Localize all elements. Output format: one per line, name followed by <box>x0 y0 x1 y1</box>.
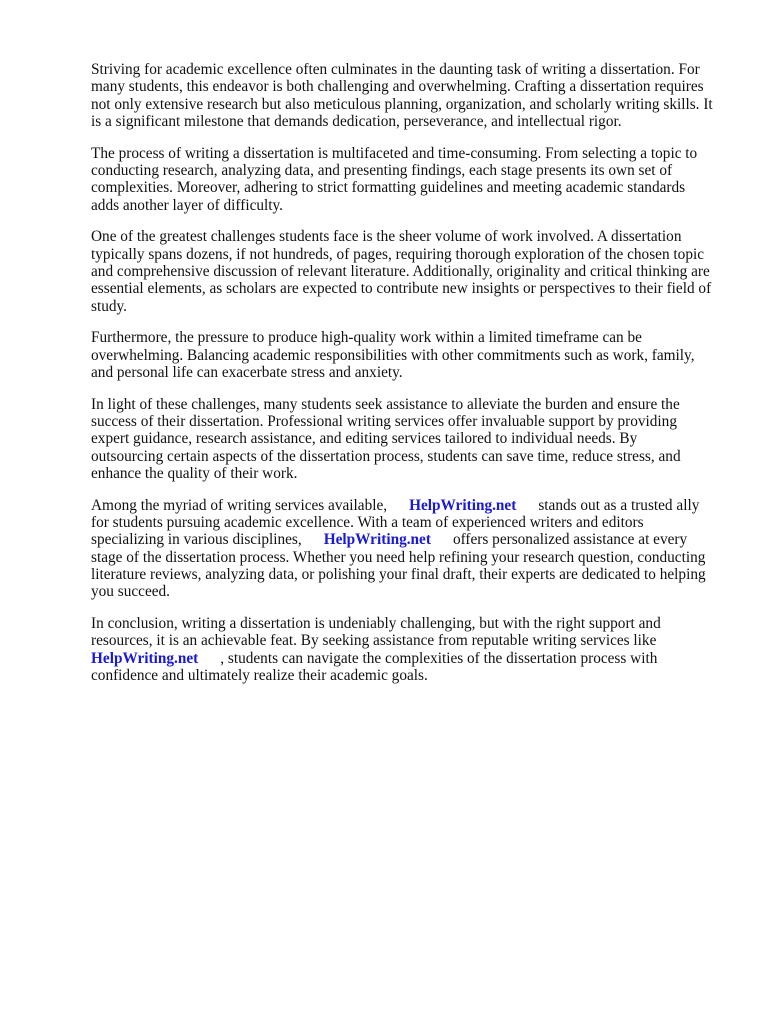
paragraph-assistance <box>91 396 723 482</box>
text-line: resources, it is an achievable feat. By seeking assistance from reputable writing services like <box>91 632 657 650</box>
text-line: outsourcing certain aspects of the dissertation process, students can save time, reduce stress, and <box>91 447 681 465</box>
text-line: for students pursuing academic excellence. With a team of experienced writers and editors <box>91 514 644 532</box>
text-line: conducting research, analyzing data, and presenting findings, each stage presents its own set of <box>91 161 673 179</box>
text-line: Furthermore, the pressure to produce high-quality work within a limited timeframe can be <box>91 329 642 347</box>
text-line: and personal life can exacerbate stress and anxiety. <box>91 363 403 381</box>
paragraph-conclusion <box>91 615 723 684</box>
text-line: success of their dissertation. Professional writing services offer invaluable support by providing <box>91 413 677 431</box>
helpwriting-link[interactable]: HelpWriting.net <box>91 649 199 667</box>
text-line <box>91 531 723 548</box>
text-segment: , students can navigate the complexities of the dissertation process with <box>220 649 658 667</box>
text-line: is a significant milestone that demands dedication, perseverance, and intellectual rigor. <box>91 112 622 130</box>
paragraph-services <box>91 497 723 601</box>
text-segment: Among the myriad of writing services available, <box>91 496 388 514</box>
paragraph-intro <box>91 61 723 130</box>
text-line: overwhelming. Balancing academic responsibilities with other commitments such as work, family, <box>91 346 695 364</box>
text-line: and comprehensive discussion of relevant literature. Additionally, originality and critical thinking are <box>91 262 710 280</box>
text-segment: stands out as a trusted ally <box>538 496 700 514</box>
text-line: In light of these challenges, many students seek assistance to alleviate the burden and ensure the <box>91 395 680 413</box>
text-line: literature reviews, analyzing data, or polishing your final draft, their experts are dedicated to helping <box>91 565 706 583</box>
text-segment: offers personalized assistance at every <box>452 531 688 549</box>
text-line <box>91 650 723 667</box>
text-line: One of the greatest challenges students face is the sheer volume of work involved. A dissertation <box>91 228 682 246</box>
text-line: The process of writing a dissertation is multifaceted and time-consuming. From selecting a topic to <box>91 144 698 162</box>
text-line: you succeed. <box>91 583 171 601</box>
text-line: typically spans dozens, if not hundreds, of pages, requiring thorough exploration of the chosen topic <box>91 245 705 263</box>
text-line: In conclusion, writing a dissertation is undeniably challenging, but with the right support and <box>91 615 661 633</box>
text-line: adds another layer of difficulty. <box>91 196 283 214</box>
text-line: essential elements, as scholars are expected to contribute new insights or perspectives to their field of <box>91 280 712 298</box>
text-line: many students, this endeavor is both challenging and overwhelming. Crafting a dissertation requires <box>91 78 704 96</box>
paragraph-pressure <box>91 329 723 381</box>
text-line: stage of the dissertation process. Whether you need help refining your research question, conducting <box>91 548 706 566</box>
text-line: expert guidance, research assistance, and editing services tailored to individual needs. By <box>91 430 638 448</box>
helpwriting-link[interactable]: HelpWriting.net <box>409 496 517 514</box>
document-page <box>91 61 723 699</box>
text-line: confidence and ultimately realize their academic goals. <box>91 666 428 684</box>
text-line: study. <box>91 297 127 315</box>
paragraph-challenges <box>91 228 723 314</box>
helpwriting-link[interactable]: HelpWriting.net <box>323 531 431 549</box>
text-line: Striving for academic excellence often culminates in the daunting task of writing a dissertation. For <box>91 61 700 78</box>
text-line: not only extensive research but also meticulous planning, organization, and scholarly writing skills. It <box>91 95 713 113</box>
paragraph-process <box>91 145 723 214</box>
text-segment: specializing in various disciplines, <box>91 531 302 549</box>
text-line: complexities. Moreover, adhering to strict formatting guidelines and meeting academic standards <box>91 179 686 197</box>
text-line: enhance the quality of their work. <box>91 464 298 482</box>
text-line <box>91 497 723 514</box>
